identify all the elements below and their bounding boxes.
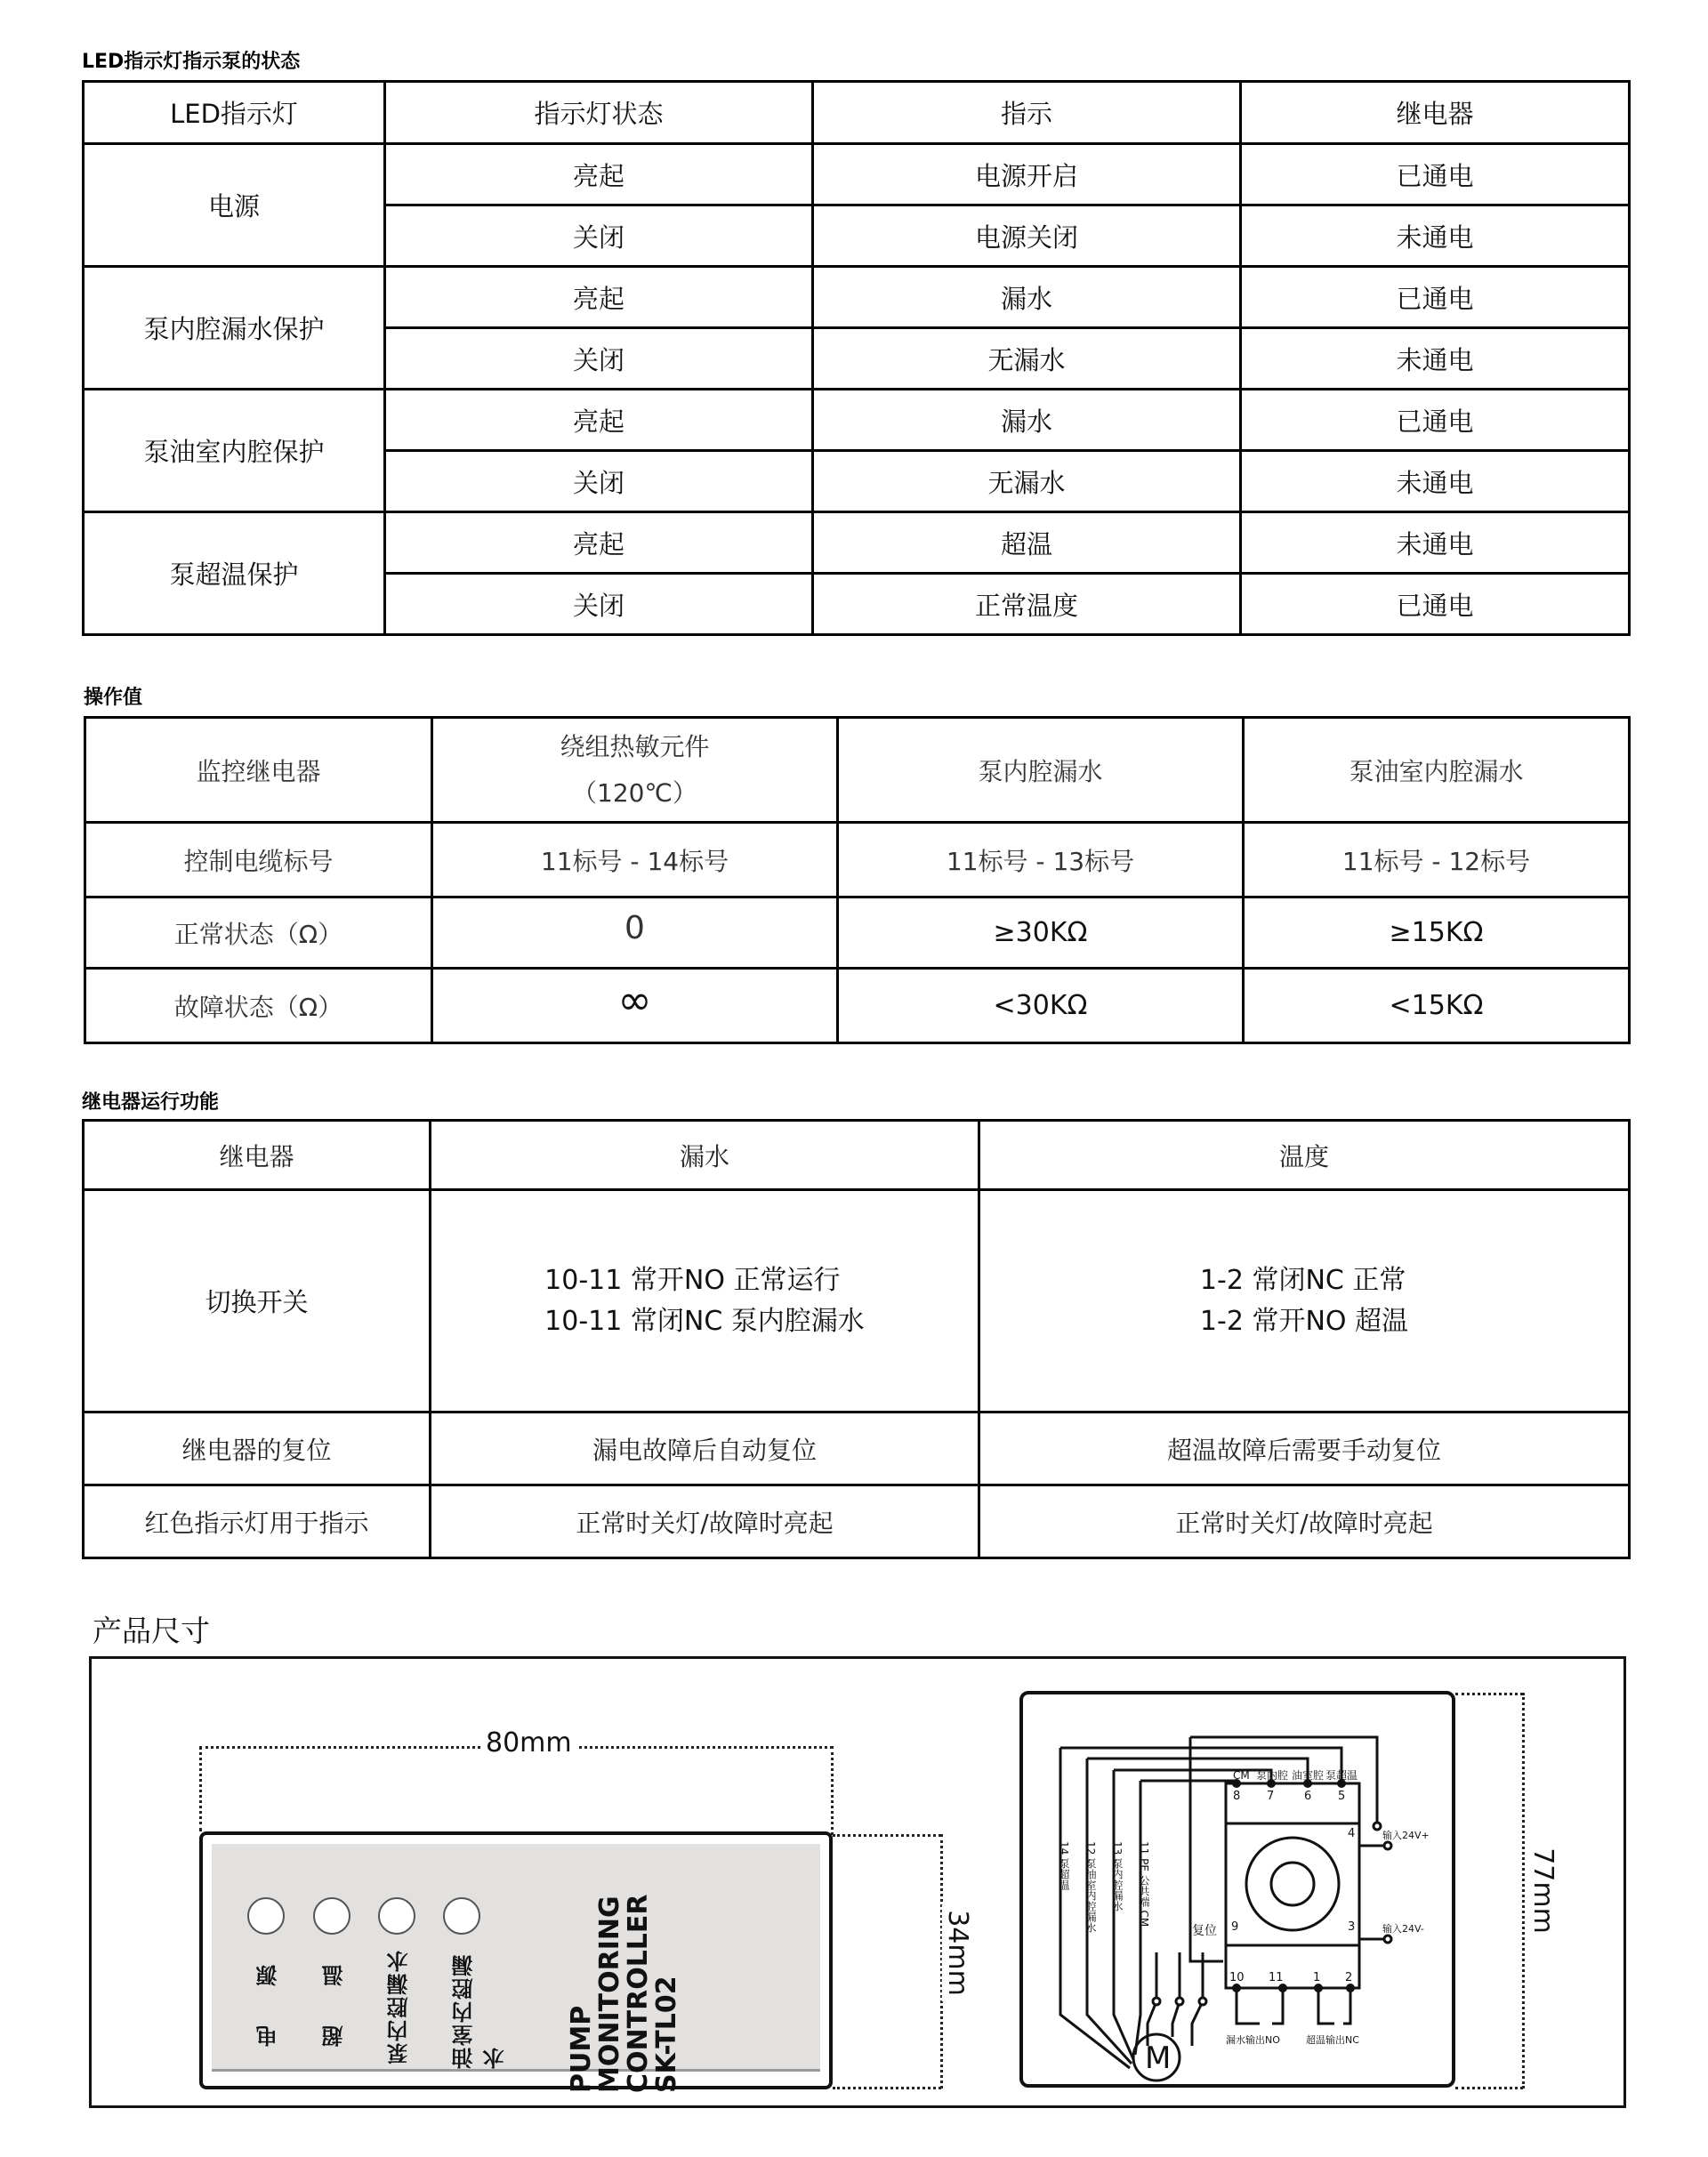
top-label-cm: CM <box>1233 1769 1250 1782</box>
value-cell: 11标号 - 14标号 <box>432 823 838 897</box>
indication: 漏水 <box>813 390 1241 451</box>
table-row <box>84 1485 1630 1558</box>
header-pump-leak: 泵内腔漏水 <box>838 718 1244 823</box>
relay-status: 已通电 <box>1241 267 1630 328</box>
header-thermistor-line2: （120℃） <box>572 777 697 808</box>
input-24v-plus-label: 输入24V+ <box>1382 1830 1430 1841</box>
table-row <box>84 512 1630 574</box>
led-state: 关闭 <box>385 574 813 635</box>
relay-status: 已通电 <box>1241 574 1630 635</box>
led-overtemp-indicator <box>313 1897 350 1935</box>
row-label: 红色指示灯用于指示 <box>84 1485 431 1558</box>
depth-dimension-label: 77mm <box>1527 1842 1559 1939</box>
table-row <box>85 897 1630 969</box>
value-cell: 0 <box>432 897 838 969</box>
leak-value: 漏电故障后自动复位 <box>431 1413 979 1485</box>
brand-line: MONITORING <box>594 1895 625 2093</box>
cable-label-13: 13 泵内腔漏水 <box>1111 1841 1124 1912</box>
header-oil-leak: 泵油室内腔漏水 <box>1244 718 1630 823</box>
indication: 无漏水 <box>813 328 1241 390</box>
led-state: 关闭 <box>385 205 813 267</box>
table-row <box>84 390 1630 451</box>
value-cell: ≥15KΩ <box>1244 897 1630 969</box>
leak-switch-line: 10-11 常开NO 正常运行 <box>544 1264 841 1296</box>
brand-line: CONTROLLER <box>623 1894 654 2093</box>
terminal-5: 5 <box>1338 1790 1346 1803</box>
temp-output-label: 超温输出NC <box>1306 2034 1359 2046</box>
terminal-7: 7 <box>1267 1790 1275 1803</box>
terminal-2: 2 <box>1345 1971 1353 1984</box>
table-header-row <box>85 718 1630 823</box>
temp-value: 超温故障后需要手动复位 <box>979 1413 1630 1485</box>
socket-outline <box>1246 1838 1339 1930</box>
table-row <box>84 267 1630 328</box>
row-label: 正常状态（Ω） <box>85 897 432 969</box>
leak-switch-line: 10-11 常闭NC 泵内腔漏水 <box>544 1305 865 1337</box>
header-relay: 继电器 <box>84 1121 431 1190</box>
width-dimension-tick-left <box>199 1746 202 1831</box>
led-power-indicator <box>247 1897 285 1935</box>
leak-value: 正常时关灯/故障时亮起 <box>431 1485 979 1558</box>
led-label-overtemp: 超 温 <box>322 1949 347 2048</box>
depth-dimension-tick-bottom <box>1455 2087 1523 2089</box>
height-dimension-tick-bottom <box>833 2087 941 2089</box>
section-title-dimensions: 产品尺寸 <box>93 1614 210 1648</box>
reset-label: 复位 <box>1192 1924 1217 1938</box>
value-cell: 11标号 - 12标号 <box>1244 823 1630 897</box>
section-title-relay-function: 继电器运行功能 <box>82 1091 220 1114</box>
header-thermistor <box>432 718 838 823</box>
table-header-row <box>84 1121 1630 1190</box>
brand-line: PUMP <box>566 2005 597 2093</box>
relay-status: 未通电 <box>1241 328 1630 390</box>
wiring-svg <box>1023 1694 1452 2084</box>
header-relay: 继电器 <box>1241 82 1630 144</box>
wiring-diagram <box>1019 1691 1455 2088</box>
led-state: 亮起 <box>385 390 813 451</box>
brand-text <box>568 1871 681 2093</box>
header-indication: 指示 <box>813 82 1241 144</box>
height-dimension-tick-top <box>833 1834 941 1837</box>
table-header-row <box>84 82 1630 144</box>
table-row <box>85 823 1630 897</box>
relay-function-table <box>82 1119 1631 1559</box>
indication: 电源关闭 <box>813 205 1241 267</box>
indication: 无漏水 <box>813 451 1241 512</box>
header-thermistor-line1: 绕组热敏元件 <box>560 731 710 761</box>
operating-values-table <box>84 716 1631 1044</box>
header-temperature: 温度 <box>979 1121 1630 1190</box>
led-label-power: 电 源 <box>256 1949 281 2048</box>
led-name: 泵油室内腔保护 <box>84 390 385 512</box>
indication: 漏水 <box>813 267 1241 328</box>
indication: 正常温度 <box>813 574 1241 635</box>
terminal-1: 1 <box>1313 1971 1321 1984</box>
height-dimension-label: 34mm <box>942 1904 973 2001</box>
section-title-led-status: LED指示灯指示泵的状态 <box>82 51 301 73</box>
header-led: LED指示灯 <box>84 82 385 144</box>
led-state: 亮起 <box>385 267 813 328</box>
top-label-overtemp: 泵超温 <box>1325 1769 1358 1782</box>
value-cell: ∞ <box>432 969 838 1043</box>
section-title-operating-values: 操作值 <box>84 687 143 709</box>
value-cell: ≥30KΩ <box>838 897 1244 969</box>
relay-status: 未通电 <box>1241 205 1630 267</box>
table-row <box>84 1413 1630 1485</box>
depth-dimension-line <box>1522 1693 1525 2089</box>
terminal-3: 3 <box>1348 1920 1356 1934</box>
motor-label: M <box>1145 2040 1172 2076</box>
row-label: 故障状态（Ω） <box>85 969 432 1043</box>
indication: 超温 <box>813 512 1241 574</box>
wire-11 <box>1140 1781 1237 1783</box>
leak-switch-cell <box>431 1190 979 1413</box>
relay-status: 未通电 <box>1241 512 1630 574</box>
led-label-pump-leak: 泵内腔漏水 <box>387 1949 412 2064</box>
table-row <box>85 969 1630 1043</box>
header-leak: 漏水 <box>431 1121 979 1190</box>
led-name: 泵内腔漏水保护 <box>84 267 385 390</box>
row-label: 控制电缆标号 <box>85 823 432 897</box>
led-state: 关闭 <box>385 451 813 512</box>
relay-status: 已通电 <box>1241 390 1630 451</box>
relay-status: 未通电 <box>1241 451 1630 512</box>
led-pump-leak-indicator <box>378 1897 415 1935</box>
led-state: 亮起 <box>385 144 813 205</box>
depth-dimension-tick-top <box>1455 1693 1523 1695</box>
terminal-10: 10 <box>1229 1971 1245 1984</box>
leak-output-label: 漏水输出NO <box>1226 2034 1280 2046</box>
width-dimension-tick-right <box>831 1746 834 1835</box>
value-cell: <30KΩ <box>838 969 1244 1043</box>
terminal-9: 9 <box>1231 1920 1239 1934</box>
width-dimension-label: 80mm <box>480 1727 577 1759</box>
cable-label-12: 12 泵油室内腔漏水 <box>1084 1841 1097 1934</box>
temp-switch-line: 1-2 常闭NC 正常 <box>1199 1264 1406 1296</box>
cable-label-11: 11 PE 公共端 CM <box>1138 1841 1150 1928</box>
relay-status: 已通电 <box>1241 144 1630 205</box>
led-state: 亮起 <box>385 512 813 574</box>
input-24v-minus-label: 输入24V- <box>1382 1923 1424 1935</box>
indication: 电源开启 <box>813 144 1241 205</box>
row-label: 切换开关 <box>84 1190 431 1413</box>
row-label: 继电器的复位 <box>84 1413 431 1485</box>
header-state: 指示灯状态 <box>385 82 813 144</box>
terminal-4: 4 <box>1348 1827 1356 1840</box>
terminal-11: 11 <box>1269 1971 1284 1984</box>
terminal-6: 6 <box>1304 1790 1312 1803</box>
terminal-8: 8 <box>1233 1790 1241 1803</box>
panel-face <box>212 1844 820 2093</box>
led-oil-leak-indicator <box>443 1897 480 1935</box>
temp-value: 正常时关灯/故障时亮起 <box>979 1485 1630 1558</box>
cable-label-14: 14 泵超温 <box>1058 1841 1070 1891</box>
led-label-oil-leak: 油室内腔漏水 <box>452 1953 508 2069</box>
table-row <box>84 144 1630 205</box>
led-name: 泵超温保护 <box>84 512 385 635</box>
header-monitor-relay: 监控继电器 <box>85 718 432 823</box>
table-row <box>84 1190 1630 1413</box>
led-status-table <box>82 80 1631 636</box>
temp-switch-cell <box>979 1190 1630 1413</box>
brand-line: SK-TL02 <box>651 1976 682 2093</box>
temp-switch-line: 1-2 常开NO 超温 <box>1199 1305 1409 1337</box>
value-cell: <15KΩ <box>1244 969 1630 1043</box>
controller-front-panel <box>199 1831 833 2093</box>
value-cell: 11标号 - 13标号 <box>838 823 1244 897</box>
led-state: 关闭 <box>385 328 813 390</box>
top-label-pump-chamber: 泵内腔 <box>1256 1769 1289 1782</box>
top-label-oil-chamber: 油室腔 <box>1292 1769 1325 1782</box>
led-name: 电源 <box>84 144 385 267</box>
